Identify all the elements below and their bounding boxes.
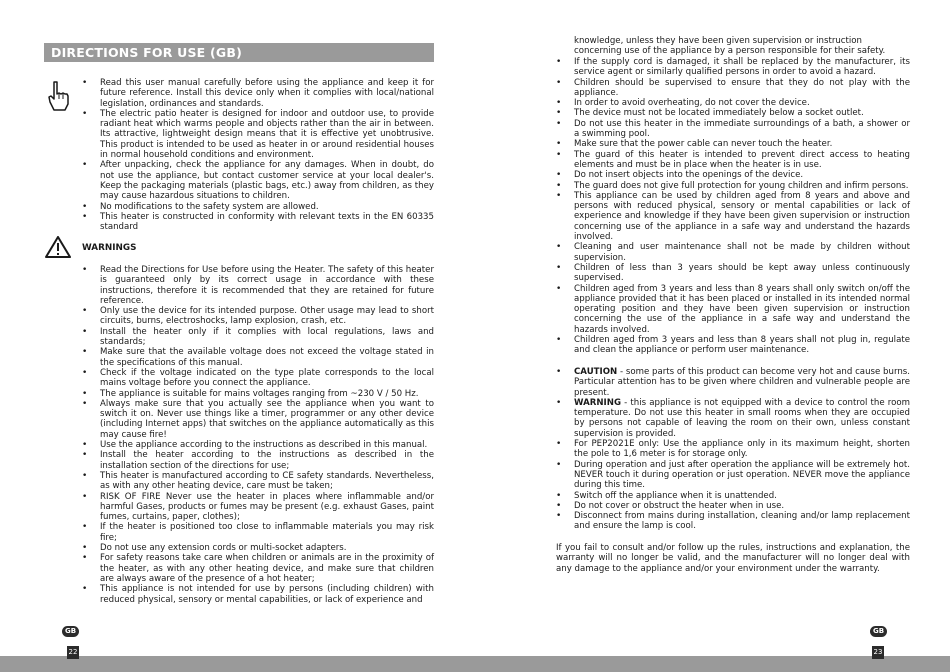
list-item: • RISK OF FIRE Never use the heater in places where inflammable and/or harmful Gases, products or fumes may be present (e.g. exhaust Gases, paint fumes, curtains, paper, clothes); xyxy=(82,492,434,523)
warnings-list xyxy=(82,265,434,605)
pointing-hand-icon xyxy=(44,80,72,112)
list-item: • Make sure that the power cable can never touch the heater. xyxy=(556,139,910,149)
list-item: • If the heater is positioned too close to inflammable materials you may risk fire; xyxy=(82,522,434,543)
list-item: • This appliance is not intended for use by persons (including children) with reduced physical, sensory or mental capabilities, or lack of experience and xyxy=(82,584,434,605)
page-number-right: 23 xyxy=(872,646,884,659)
page-number-left: 22 xyxy=(67,646,79,659)
list-item: • Children aged from 3 years and less than 8 years shall not plug in, regulate and clean the appliance or perform user maintenance. xyxy=(556,335,910,356)
list-item: • Do not cover or obstruct the heater when in use. xyxy=(556,501,910,511)
list-item: • Do not insert objects into the openings of the device. xyxy=(556,170,910,180)
right-list-b xyxy=(556,367,910,532)
list-item: • Read the Directions for Use before using the Heater. The safety of this heater is guaranteed only by its correct usage in accordance with these instructions, therefore it is recommended that they are retained for future reference. xyxy=(82,265,434,306)
list-item: • Do not use this heater in the immediate surroundings of a bath, a shower or a swimming pool. xyxy=(556,119,910,140)
list-item: • Use the appliance according to the instructions as described in this manual. xyxy=(82,440,434,450)
closing-paragraph: If you fail to consult and/or follow up the rules, instructions and explanation, the warranty will no longer be valid, and the manufacturer will no longer deal with any damage to the appliance and/or your environment under the warranty. xyxy=(556,543,910,574)
list-item: • Switch off the appliance when it is unattended. xyxy=(556,491,910,501)
list-item: • If the supply cord is damaged, it shall be replaced by the manufacturer, its service agent or similarly qualified persons in order to avoid a hazard. xyxy=(556,57,910,78)
list-item: • The electric patio heater is designed for indoor and outdoor use, to provide radiant heat which warms people and objects rather than the air in between. Its attractive, lightweight design means that it is effective yet unobtrusive. This product is intended to be used as heater in or around residential houses in normal household conditions and environment. xyxy=(82,109,434,160)
warning-item xyxy=(556,398,910,439)
section-title: DIRECTIONS FOR USE (GB) xyxy=(44,43,434,62)
list-item: • The guard does not give full protection for young children and infirm persons. xyxy=(556,181,910,191)
list-item: • The device must not be located immediately below a socket outlet. xyxy=(556,108,910,118)
warning-text: - this appliance is not equipped with a device to control the room temperature. Do not use this heater in small rooms when they are occupied by persons not capable of leaving the room on their own, unless constant supervision is provided. xyxy=(574,397,910,439)
list-item: • This heater is constructed in conformity with relevant texts in the EN 60335 standard xyxy=(82,212,434,233)
caution-label: CAUTION xyxy=(574,367,618,377)
list-item: • Children of less than 3 years should be kept away unless continuously supervised. xyxy=(556,263,910,284)
list-item: • For safety reasons take care when children or animals are in the proximity of the heater, as with any other heating device, and make sure that children are always aware of the presence of a hot heater; xyxy=(82,553,434,584)
list-item: • Read this user manual carefully before using the appliance and keep it for future reference. Install this device only when it complies with local/national legislation, ordinances and standards. xyxy=(82,78,434,109)
list-item: • Check if the voltage indicated on the type plate corresponds to the local mains voltage before you connect the appliance. xyxy=(82,368,434,389)
language-badge-right: GB xyxy=(870,626,887,637)
intro-list xyxy=(82,78,434,232)
list-item: • Make sure that the available voltage does not exceed the voltage stated in the specifications of this manual. xyxy=(82,347,434,368)
footer-bar xyxy=(0,656,950,672)
caution-text: - some parts of this product can become very hot and cause burns. Particular attention has to be given where children and vulnerable people are present. xyxy=(574,367,910,398)
list-item: • Always make sure that you actually see the appliance when you want to switch it on. Never use things like a timer, programmer or any other device (including Internet apps) that switches on the appliance automatically as this may cause fire! xyxy=(82,399,434,440)
caution-item xyxy=(556,367,910,398)
list-item: • For PEP2021E only: Use the appliance only in its maximum height, shorten the pole to 1,6 meter is for storage only. xyxy=(556,439,910,460)
language-badge-left: GB xyxy=(62,626,79,637)
list-item: • The appliance is suitable for mains voltages ranging from ~230 V / 50 Hz. xyxy=(82,389,434,399)
continuation-text: knowledge, unless they have been given supervision or instruction concerning use of the appliance by a person responsible for their safety. xyxy=(574,36,886,57)
list-item: • Children should be supervised to ensure that they do not play with the appliance. xyxy=(556,78,910,99)
list-item: • No modifications to the safety system are allowed. xyxy=(82,202,434,212)
list-item: • Children aged from 3 years and less than 8 years shall only switch on/off the appliance provided that it has been placed or installed in its intended normal operating position and they have been given supervision or instruction concerning the use of the appliance in a safe way and understand the hazards involved. xyxy=(556,284,910,335)
list-item: • Disconnect from mains during installation, cleaning and/or lamp replacement and ensure the lamp is cool. xyxy=(556,511,910,532)
list-item: • Install the heater according to the instructions as described in the installation section of the directions for use; xyxy=(82,450,434,471)
warning-label: WARNING xyxy=(574,397,621,408)
list-item: • After unpacking, check the appliance for any damages. When in doubt, do not use the appliance, but contact customer service at your local dealer's. Keep the packaging materials (plastic bags, etc.) away from children, as they may cause hazardous situations to children. xyxy=(82,160,434,201)
list-item: • Cleaning and user maintenance shall not be made by children without supervision. xyxy=(556,242,910,263)
list-item: • Install the heater only if it complies with local regulations, laws and standards; xyxy=(82,327,434,348)
list-item: • During operation and just after operation the appliance will be extremely hot. NEVER touch it during operation or just operation. NEVER move the appliance during this time. xyxy=(556,460,910,491)
warning-triangle-icon xyxy=(45,236,71,258)
warnings-title: WARNINGS xyxy=(82,243,137,253)
list-item: • Do not use any extension cords or multi-socket adapters. xyxy=(82,543,434,553)
list-item: • This heater is manufactured according to CE safety standards. Nevertheless, as with any other heating device, care must be taken; xyxy=(82,471,434,492)
list-item: • The guard of this heater is intended to prevent direct access to heating elements and must be in place when the heater is in use. xyxy=(556,150,910,171)
right-list-a xyxy=(556,57,910,356)
list-item: • This appliance can be used by children aged from 8 years and above and persons with reduced physical, sensory or mental capabilities or lack of experience and knowledge if they have been given supervision or instruction concerning use of the appliance in a safe way and understand the hazards involved. xyxy=(556,191,910,242)
list-item: • Only use the device for its intended purpose. Other usage may lead to short circuits, burns, electroshocks, lamp explosion, crash, etc. xyxy=(82,306,434,327)
list-item: • In order to avoid overheating, do not cover the device. xyxy=(556,98,910,108)
